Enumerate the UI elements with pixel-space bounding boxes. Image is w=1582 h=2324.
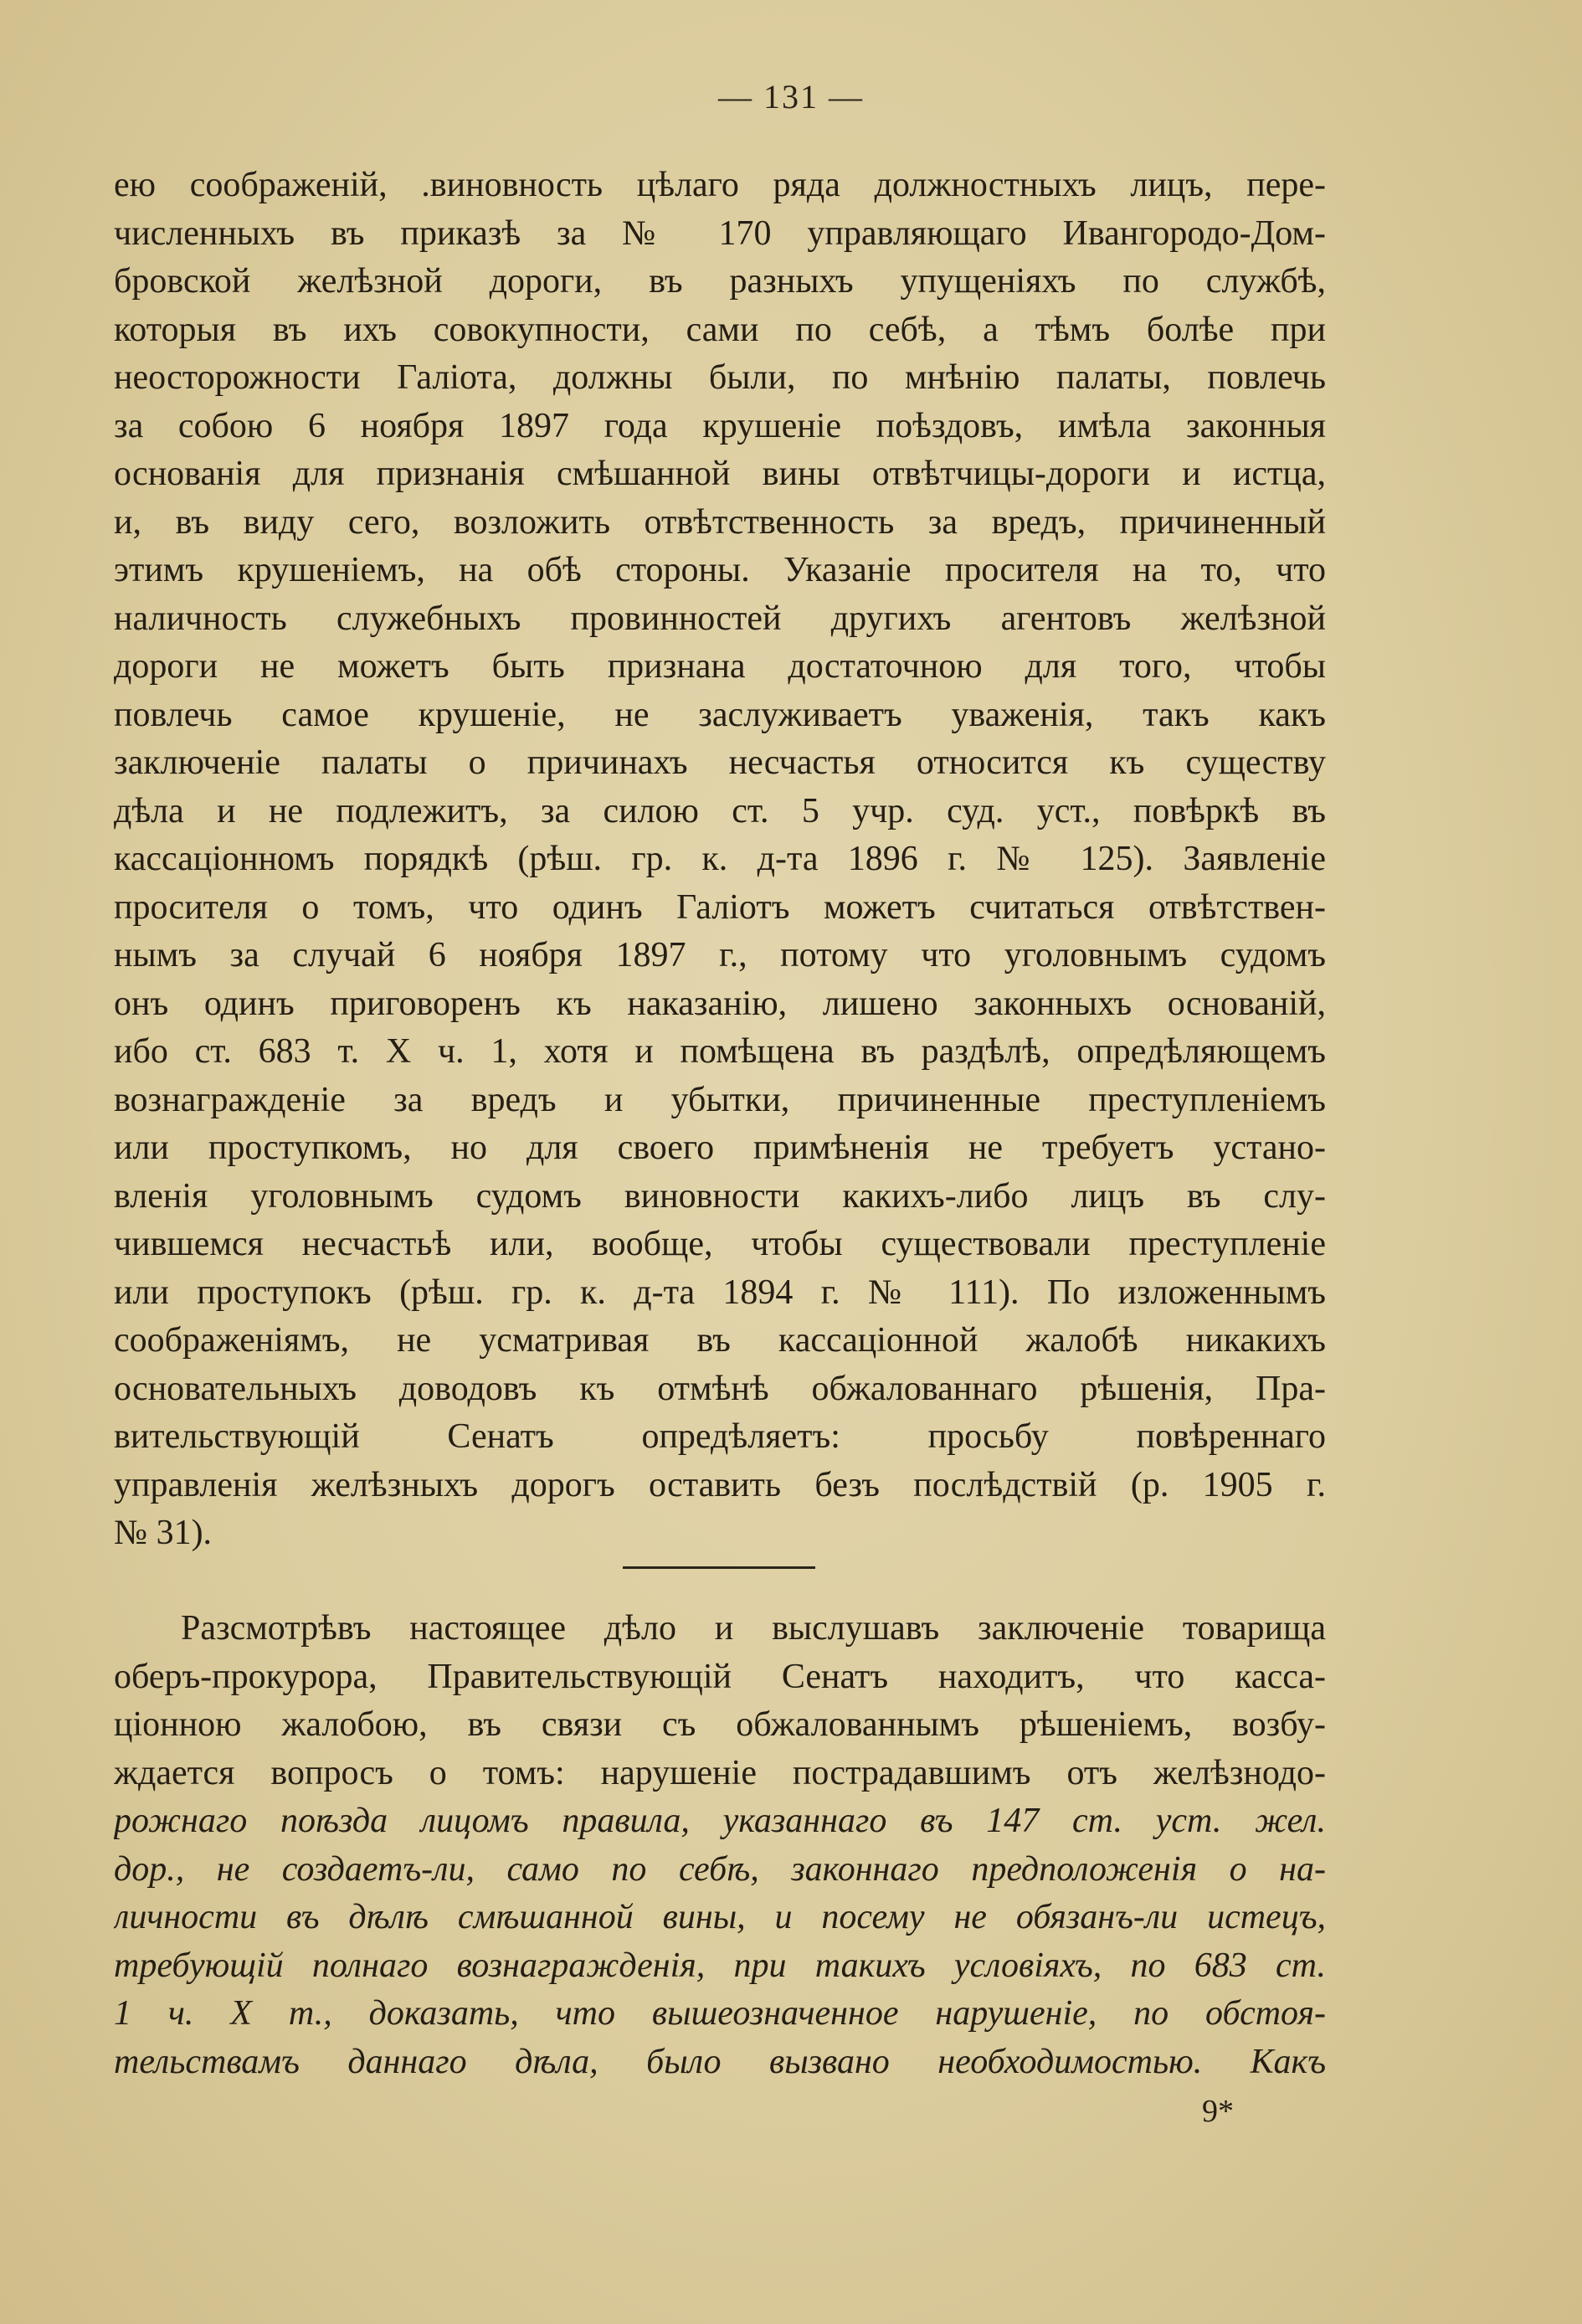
text-line: этимъ крушеніемъ, на обѣ стороны. Указаніе просителя на то, что [114,551,1326,589]
text-line: чившемся несчастьѣ или, вообще, чтобы существовали преступленіе [114,1225,1326,1263]
text-line: вительствующій Сенатъ опредѣляетъ: просьбу повѣреннаго [114,1417,1326,1456]
text-line: просителя о томъ, что одинъ Галіотъ можетъ считаться отвѣтствен- [114,887,1326,927]
text-line: соображеніямъ, не усматривая въ кассаціонной жалобѣ никакихъ [114,1321,1326,1360]
text-line: личности въ дѣлѣ смѣшанной вины, и посему не обязанъ-ли истецъ, [114,1898,1326,1936]
text-line: основанія для признанія смѣшанной вины отвѣтчицы-дороги и истца, [114,455,1326,493]
text-line: ціонною жалобою, въ связи съ обжалованнымъ рѣшеніемъ, возбу- [114,1705,1326,1744]
text-line: неосторожности Галіота, должны были, по мнѣнію палаты, повлечь [114,358,1326,397]
text-line: Разсмотрѣвъ настоящее дѣло и выслушавъ заключеніе товарища [181,1609,1326,1648]
text-line: ибо ст. 683 т. X ч. 1, хотя и помѣщена въ раздѣлѣ, опредѣляющемъ [114,1032,1326,1071]
text-line: требующій полнаго вознагражденія, при такихъ условіяхъ, по 683 ст. [114,1946,1326,1985]
page-number: — 131 — [718,78,864,116]
text-line: № 31). [114,1514,213,1552]
text-line: кассаціонномъ порядкѣ (рѣш. гр. к. д-та 1896 г. № 125). Заявленіе [114,840,1326,878]
text-line: основательныхъ доводовъ къ отмѣнѣ обжалованнаго рѣшенія, Пра- [114,1369,1326,1408]
text-line: бровской желѣзной дороги, въ разныхъ упущеніяхъ по службѣ, [114,262,1326,301]
text-line: или проступокъ (рѣш. гр. к. д-та 1894 г. № 111). По изложеннымъ [114,1273,1326,1312]
text-line: ею соображеній, .виновность цѣлаго ряда должностныхъ лицъ, пере- [114,166,1326,204]
text-line: наличность служебныхъ провинностей другихъ агентовъ желѣзной [114,599,1326,638]
text-line: рожнаго поѣзда лицомъ правила, указаннаго въ 147 ст. уст. жел. [114,1802,1326,1840]
text-line: управленія желѣзныхъ дорогъ оставить безъ послѣдствій (р. 1905 г. [114,1465,1326,1504]
text-line: нымъ за случай 6 ноября 1897 г., потому что уголовнымъ судомъ [114,936,1326,974]
section-divider [623,1566,815,1569]
text-line: повлечь самое крушеніе, не заслуживаетъ уваженія, такъ какъ [114,695,1326,734]
text-line: или проступкомъ, но для своего примѣненія не требуетъ устано- [114,1129,1326,1167]
text-line: тельствамъ даннаго дѣла, было вызвано необходимостью. Какъ [114,2042,1326,2081]
text-line: дор., не создаетъ-ли, само по себѣ, законнаго предположенія о на- [114,1849,1326,1889]
text-line: 1 ч. X т., доказать, что вышеозначенное нарушеніе, по обстоя- [114,1994,1326,2033]
text-line: вознагражденіе за вредъ и убытки, причиненные преступленіемъ [114,1080,1326,1119]
text-line: онъ одинъ приговоренъ къ наказанію, лишено законныхъ основаній, [114,984,1326,1023]
signature-mark: 9* [1202,2094,1234,2129]
text-line: вленія уголовнымъ судомъ виновности какихъ-либо лицъ въ слу- [114,1176,1326,1216]
text-line: заключеніе палаты о причинахъ несчастья относится къ существу [114,743,1326,782]
text-line: которыя въ ихъ совокупности, сами по себѣ, а тѣмъ болѣе при [114,310,1326,349]
text-line: дороги не можетъ быть признана достаточною для того, чтобы [114,647,1326,686]
text-line: дѣла и не подлежитъ, за силою ст. 5 учр. суд. уст., повѣркѣ въ [114,791,1326,830]
text-line: ждается вопросъ о томъ: нарушеніе пострадавшимъ отъ желѣзнодо- [114,1753,1326,1792]
text-line: за собою 6 ноября 1897 года крушеніе поѣздовъ, имѣла законныя [114,406,1326,445]
text-line: и, въ виду сего, возложить отвѣтственность за вредъ, причиненный [114,502,1326,542]
paragraph-deliberation [114,1605,1326,2086]
text-line: численныхъ въ приказѣ за № 170 управляющаго Ивангородо-Дом- [114,213,1326,253]
paragraph-ruling [114,162,1326,1558]
text-line: оберъ-прокурора, Правительствующій Сенатъ находитъ, что касса- [114,1657,1326,1696]
